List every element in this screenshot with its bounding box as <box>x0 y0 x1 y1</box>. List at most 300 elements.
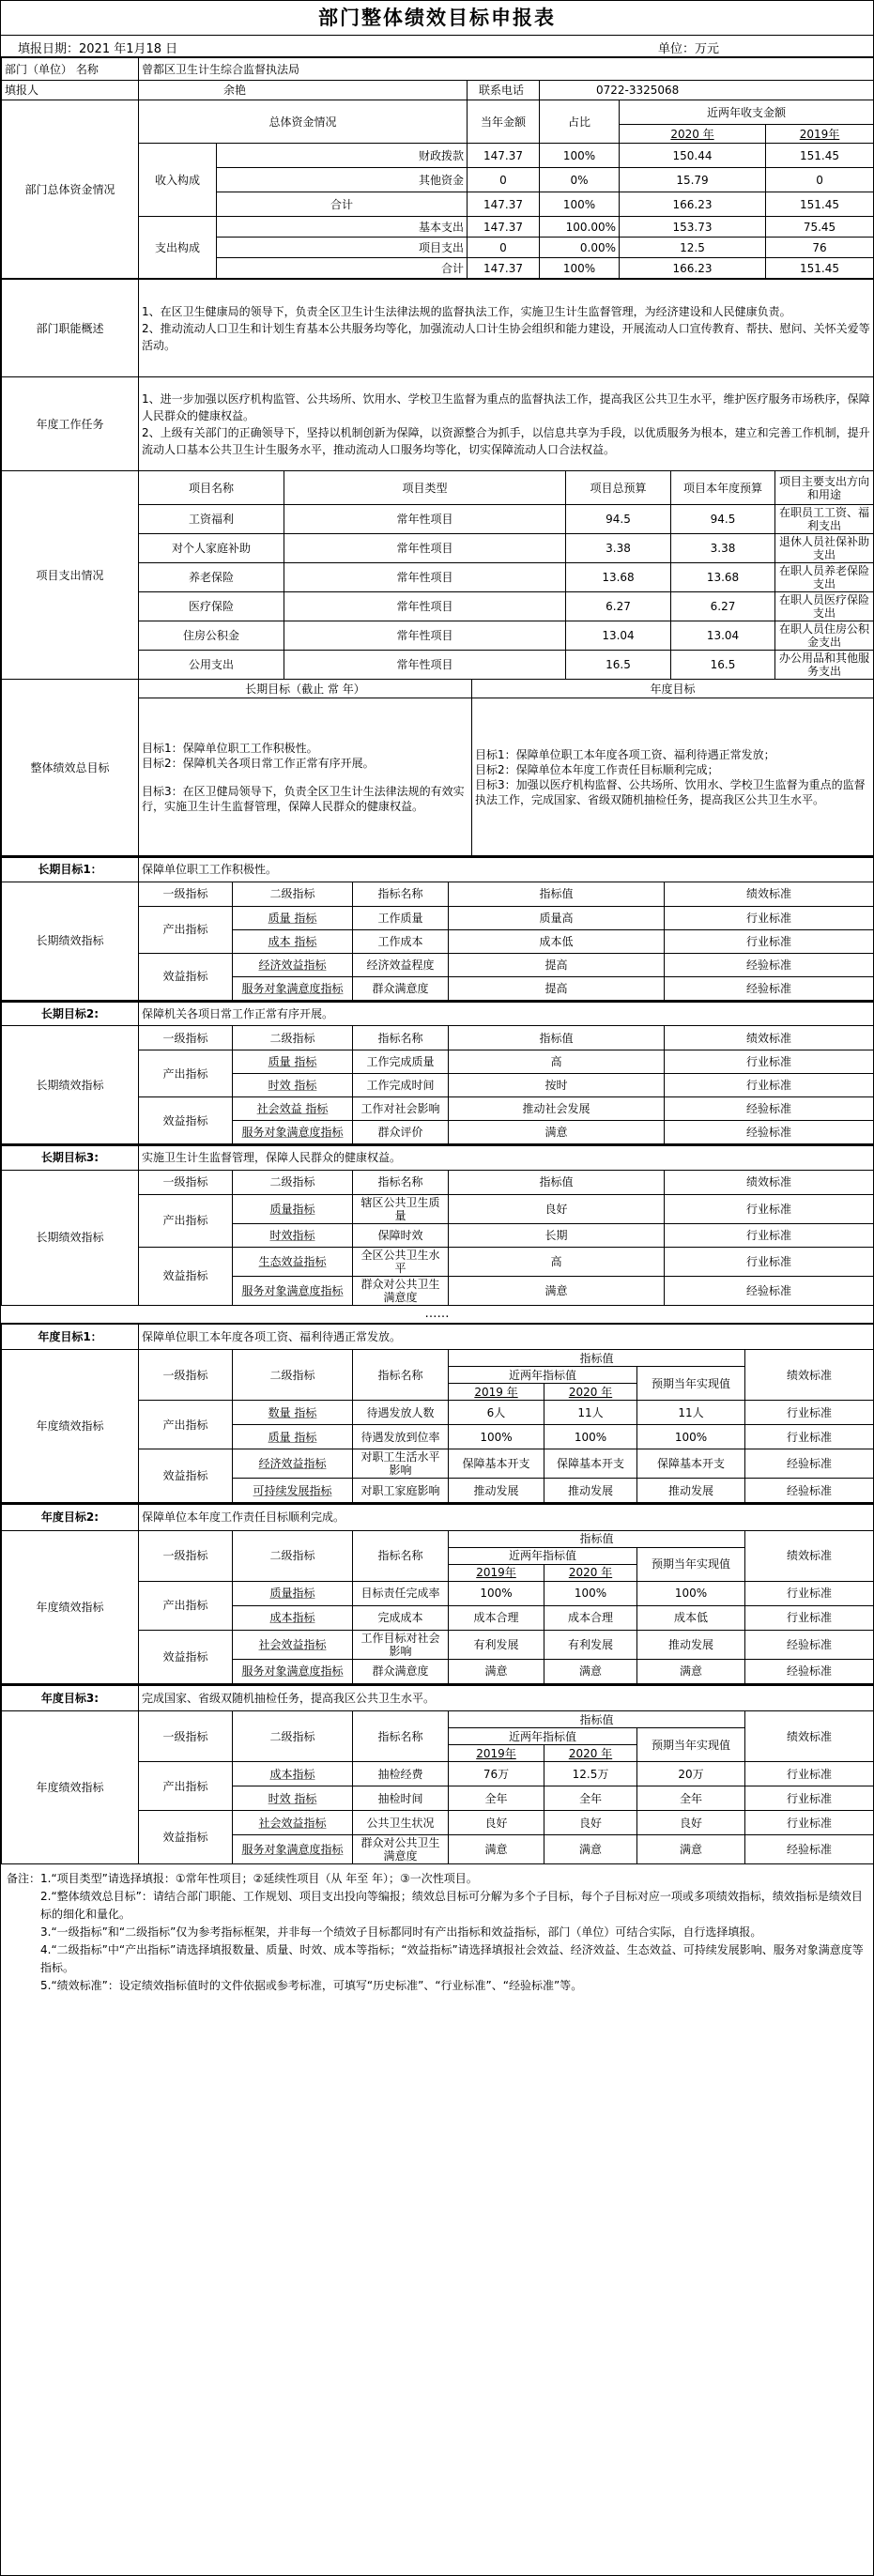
indicator-cell: 行业标准 <box>665 906 874 929</box>
indicator-header: 指标值 <box>449 882 665 906</box>
indicator-level1: 效益指标 <box>139 1630 233 1683</box>
expense-cell: 100.00% <box>540 217 620 238</box>
expense-cell: 0 <box>468 238 540 258</box>
indicator-cell: 质量指标 <box>233 1581 353 1605</box>
indicator-cell: 提高 <box>449 976 665 1000</box>
indicator-cell: 经济效益程度 <box>353 953 449 976</box>
notes <box>1 1864 873 2001</box>
project-cell: 13.68 <box>671 563 775 592</box>
income-cell: 0% <box>540 168 620 192</box>
expense-cell: 合计 <box>217 258 468 279</box>
note-line: 备注：1.“项目类型”请选择填报：①常年性项目；②延续性项目（从 年至 年）；③一次性项目。 <box>7 1872 478 1885</box>
year-2020-header: 2020 年 <box>568 1385 613 1399</box>
indicator-cell: 保障时效 <box>353 1223 449 1247</box>
year-goal-table <box>1 1503 874 1684</box>
long-goal-text: 保障机关各项日常工作正常有序开展。 <box>139 1002 874 1026</box>
indicator-cell: 高 <box>449 1247 665 1276</box>
year-goal-text: 保障单位本年度工作责任目标顺利完成。 <box>139 1504 874 1530</box>
indicator-cell: 服务对象满意度指标 <box>233 1659 353 1683</box>
indicator-level1: 效益指标 <box>139 1097 233 1144</box>
indicator-header: 指标名称 <box>353 1170 449 1194</box>
indicator-cell: 成本合理 <box>544 1605 637 1630</box>
indicator-level1: 产出指标 <box>139 1762 233 1811</box>
indicator-cell: 行业标准 <box>665 1247 874 1276</box>
indicator-cell: 质量 指标 <box>233 1425 353 1449</box>
indicator-cell: 可持续发展指标 <box>233 1479 353 1503</box>
indicator-header: 指标名称 <box>353 1530 449 1581</box>
indicator-cell: 100% <box>544 1581 637 1605</box>
filler-label: 填报人 <box>2 81 139 100</box>
indicator-cell: 成本 指标 <box>233 929 353 953</box>
project-cell: 在职人员住房公积金支出 <box>775 621 874 651</box>
projects-header: 项目名称 <box>139 471 284 505</box>
indicator-cell: 工作对社会影响 <box>353 1097 449 1121</box>
phone-label: 联系电话 <box>468 81 540 100</box>
projects-header: 项目类型 <box>284 471 566 505</box>
project-cell: 医疗保险 <box>139 592 284 621</box>
funds-h-cur: 当年金额 <box>468 100 540 144</box>
project-cell: 13.04 <box>671 621 775 651</box>
indicator-cell: 11人 <box>544 1401 637 1425</box>
funds-y2019: 2019年 <box>799 127 840 141</box>
overall-long-header: 长期目标（截止 常 年） <box>139 680 472 698</box>
expense-cell: 76 <box>766 238 874 258</box>
indicator-cell: 保障基本开支 <box>637 1449 745 1479</box>
recent-values-header: 近两年指标值 <box>449 1728 637 1745</box>
overall-long-goal: 目标3：在区卫健局领导下，负责全区卫生计生法律法规的有效实行，实施卫生计生监督管理，保障人民群众的健康权益。 <box>142 784 465 813</box>
indicator-cell: 对职工家庭影响 <box>353 1479 449 1503</box>
expense-cell: 147.37 <box>468 217 540 238</box>
indicator-cell: 行业标准 <box>745 1786 874 1811</box>
project-cell: 常年性项目 <box>284 534 566 563</box>
expense-cell: 151.45 <box>766 258 874 279</box>
expense-cell: 0.00% <box>540 238 620 258</box>
indicator-value-header: 指标值 <box>449 1711 745 1728</box>
indicator-cell: 按时 <box>449 1074 665 1097</box>
indicator-cell: 推动发展 <box>637 1479 745 1503</box>
indicator-value-header: 指标值 <box>449 1350 745 1367</box>
indicator-cell: 经验标准 <box>665 1276 874 1305</box>
ellipsis: …… <box>424 1306 450 1321</box>
project-cell: 公用支出 <box>139 651 284 680</box>
indicator-cell: 100% <box>449 1581 544 1605</box>
income-cell: 0 <box>468 168 540 192</box>
income-cell: 100% <box>540 192 620 217</box>
year-goal-table <box>1 1323 874 1504</box>
funds-h-recent: 近两年收支金额 <box>620 100 874 125</box>
indicator-cell: 待遇发放人数 <box>353 1401 449 1425</box>
annual-task-text: 1、进一步加强以医疗机构监管、公共场所、饮用水、学校卫生监督为重点的监督执法工作，提高我区公共卫生水平，维护医疗服务市场秩序，保障人民群众的健康权益。 2、上级有关部门的正确领导下，坚持以机制创新为保障，以资源整合为抓手，以信息共享为手段，以优质服务为根本，建立和完善工作机制，提升流动人口基本公共卫生计生服务水平，推动流动人口服务均等化，切实保障流动人口合法权益。 <box>139 377 874 471</box>
indicator-cell: 推动发展 <box>637 1630 745 1659</box>
indicator-cell: 经验标准 <box>745 1449 874 1479</box>
indicator-cell: 良好 <box>449 1194 665 1223</box>
indicator-cell: 全年 <box>637 1786 745 1811</box>
indicator-cell: 群众对公共卫生满意度 <box>353 1276 449 1305</box>
indicator-cell: 质量 指标 <box>233 1050 353 1074</box>
indicator-cell: 满意 <box>637 1659 745 1683</box>
expense-cell: 100% <box>540 258 620 279</box>
indicator-cell: 100% <box>637 1581 745 1605</box>
year-goal-side-label: 年度绩效指标 <box>2 1530 139 1683</box>
note-line: 5.“绩效标准”：设定绩效指标值时的文件依据或参考标准，可填写“历史标准”、“行业标准”、“经验标准”等。 <box>40 1979 583 1992</box>
income-cell: 147.37 <box>468 144 540 168</box>
indicator-cell: 经验标准 <box>745 1659 874 1683</box>
indicator-cell: 待遇发放到位率 <box>353 1425 449 1449</box>
indicator-cell: 服务对象满意度指标 <box>233 1276 353 1305</box>
indicator-cell: 6人 <box>449 1401 544 1425</box>
indicator-cell: 100% <box>544 1425 637 1449</box>
indicator-cell: 质量 指标 <box>233 906 353 929</box>
note-line: 2.“整体绩效总目标”：请结合部门职能、工作规划、项目支出投向等编报；绩效总目标可分解为多个子目标，每个子目标对应一项或多项绩效指标，绩效指标是绩效目标的细化和量化。 <box>40 1890 863 1921</box>
indicator-cell: 工作完成时间 <box>353 1074 449 1097</box>
page-title: 部门整体绩效目标申报表 <box>1 1 873 36</box>
year-2019-header: 2019年 <box>476 1746 516 1760</box>
year-goal-side-label: 年度绩效指标 <box>2 1350 139 1503</box>
income-cell: 166.23 <box>620 192 766 217</box>
indicator-header: 一级指标 <box>139 1350 233 1401</box>
indicator-cell: 长期 <box>449 1223 665 1247</box>
indicator-cell: 提高 <box>449 953 665 976</box>
long-goal-text: 实施卫生计生监督管理，保障人民群众的健康权益。 <box>139 1145 874 1170</box>
project-cell: 常年性项目 <box>284 592 566 621</box>
indicator-cell: 全区公共卫生水平 <box>353 1247 449 1276</box>
dept-label: 部门（单位） 名称 <box>2 58 139 81</box>
overall-label: 整体绩效总目标 <box>2 680 139 856</box>
expense-cell: 项目支出 <box>217 238 468 258</box>
indicator-cell: 经验标准 <box>745 1835 874 1864</box>
income-cell: 0 <box>766 168 874 192</box>
indicator-cell: 经验标准 <box>665 953 874 976</box>
unit-label: 单位：万元 <box>658 42 720 56</box>
indicator-cell: 经验标准 <box>665 1097 874 1121</box>
indicator-cell: 群众满意度 <box>353 976 449 1000</box>
indicator-header: 二级指标 <box>233 1026 353 1050</box>
indicator-cell: 成本低 <box>637 1605 745 1630</box>
indicator-cell: 全年 <box>449 1786 544 1811</box>
indicator-cell: 时效指标 <box>233 1223 353 1247</box>
indicator-cell: 行业标准 <box>745 1425 874 1449</box>
indicator-cell: 满意 <box>449 1121 665 1144</box>
project-cell: 常年性项目 <box>284 621 566 651</box>
indicator-cell: 群众满意度 <box>353 1659 449 1683</box>
year-goal-table <box>1 1684 874 1865</box>
indicator-cell: 行业标准 <box>665 1050 874 1074</box>
expense-cell: 166.23 <box>620 258 766 279</box>
indicator-cell: 行业标准 <box>745 1605 874 1630</box>
expense-label: 支出构成 <box>139 217 217 279</box>
project-cell: 13.04 <box>566 621 671 651</box>
indicator-cell: 群众对公共卫生满意度 <box>353 1835 449 1864</box>
indicator-header: 绩效标准 <box>745 1350 874 1401</box>
year-goals <box>1 1323 873 1865</box>
expense-cell: 12.5 <box>620 238 766 258</box>
indicator-cell: 满意 <box>449 1659 544 1683</box>
project-cell: 在职人员养老保险支出 <box>775 563 874 592</box>
note-line: 4.“二级指标”中“产出指标”请选择填报数量、质量、时效、成本等指标；“效益指标”请选择填报社会效益、经济效益、生态效益、可持续发展影响、服务对象满意度等指标。 <box>40 1943 864 1974</box>
indicator-header: 二级指标 <box>233 1350 353 1401</box>
indicator-cell: 成本指标 <box>233 1762 353 1786</box>
project-cell: 94.5 <box>566 505 671 534</box>
indicator-cell: 生态效益指标 <box>233 1247 353 1276</box>
overall-long-goal: 目标2：保障机关各项日常工作正常有序开展。 <box>142 756 375 770</box>
long-goal-text: 保障单位职工工作积极性。 <box>139 857 874 882</box>
project-cell: 常年性项目 <box>284 563 566 592</box>
indicator-cell: 社会效益指标 <box>233 1811 353 1835</box>
long-goal-side-label: 长期绩效指标 <box>2 1026 139 1144</box>
long-goal-table <box>1 856 874 1001</box>
funds-label: 部门总体资金情况 <box>2 100 139 279</box>
indicator-header: 一级指标 <box>139 1170 233 1194</box>
indicator-cell: 11人 <box>637 1401 745 1425</box>
long-goal-side-label: 长期绩效指标 <box>2 882 139 1000</box>
indicator-header: 指标值 <box>449 1170 665 1194</box>
indicator-cell: 完成成本 <box>353 1605 449 1630</box>
filler-value: 余艳 <box>139 81 468 100</box>
funds-y2020: 2020 年 <box>670 127 714 141</box>
indicator-cell: 行业标准 <box>665 929 874 953</box>
projects-header: 项目主要支出方向和用途 <box>775 471 874 505</box>
income-cell: 合计 <box>217 192 468 217</box>
indicator-cell: 经济效益指标 <box>233 953 353 976</box>
indicator-cell: 社会效益 指标 <box>233 1097 353 1121</box>
funds-h-total: 总体资金情况 <box>139 100 468 144</box>
indicator-header: 一级指标 <box>139 1026 233 1050</box>
expected-value-header: 预期当年实现值 <box>637 1547 745 1581</box>
projects-header: 项目本年度预算 <box>671 471 775 505</box>
project-cell: 在职人员医疗保险支出 <box>775 592 874 621</box>
indicator-level1: 效益指标 <box>139 953 233 1000</box>
long-goal-table <box>1 1144 874 1306</box>
meta-row <box>1 36 873 57</box>
project-cell: 13.68 <box>566 563 671 592</box>
project-cell: 3.38 <box>566 534 671 563</box>
indicator-header: 一级指标 <box>139 1711 233 1762</box>
expense-cell: 75.45 <box>766 217 874 238</box>
long-goal-label: 长期目标3: <box>2 1145 139 1170</box>
indicator-cell: 服务对象满意度指标 <box>233 1835 353 1864</box>
year-2020-header: 2020 年 <box>568 1746 613 1760</box>
expense-cell: 基本支出 <box>217 217 468 238</box>
indicator-cell: 推动社会发展 <box>449 1097 665 1121</box>
indicator-level1: 效益指标 <box>139 1811 233 1864</box>
indicator-value-header: 指标值 <box>449 1530 745 1547</box>
income-cell: 150.44 <box>620 144 766 168</box>
income-cell: 151.45 <box>766 144 874 168</box>
indicator-cell: 有利发展 <box>544 1630 637 1659</box>
indicator-cell: 经验标准 <box>665 1121 874 1144</box>
indicator-cell: 经验标准 <box>665 976 874 1000</box>
indicator-cell: 经验标准 <box>745 1630 874 1659</box>
project-cell: 退休人员社保补助支出 <box>775 534 874 563</box>
indicator-cell: 20万 <box>637 1762 745 1786</box>
indicator-cell: 工作质量 <box>353 906 449 929</box>
task-table <box>1 279 874 856</box>
project-cell: 3.38 <box>671 534 775 563</box>
year-goal-text: 完成国家、省级双随机抽检任务，提高我区公共卫生水平。 <box>139 1685 874 1711</box>
phone-value: 0722-3325068 <box>540 81 874 100</box>
indicator-cell: 数量 指标 <box>233 1401 353 1425</box>
indicator-cell: 质量高 <box>449 906 665 929</box>
indicator-cell: 服务对象满意度指标 <box>233 1121 353 1144</box>
indicator-cell: 社会效益指标 <box>233 1630 353 1659</box>
indicator-header: 绩效标准 <box>665 1170 874 1194</box>
income-cell: 其他资金 <box>217 168 468 192</box>
indicator-cell: 76万 <box>449 1762 544 1786</box>
indicator-header: 绩效标准 <box>745 1530 874 1581</box>
indicator-header: 指标名称 <box>353 882 449 906</box>
year-goal-label: 年度目标1： <box>2 1324 139 1350</box>
long-goal-label: 长期目标2: <box>2 1002 139 1026</box>
indicator-cell: 行业标准 <box>745 1762 874 1786</box>
indicator-header: 一级指标 <box>139 882 233 906</box>
project-cell: 16.5 <box>671 651 775 680</box>
expected-value-header: 预期当年实现值 <box>637 1367 745 1401</box>
indicator-cell: 行业标准 <box>665 1223 874 1247</box>
indicator-cell: 行业标准 <box>745 1581 874 1605</box>
indicator-header: 二级指标 <box>233 882 353 906</box>
note-line: 3.“一级指标”和“二级指标”仅为参考指标框架，并非每一个绩效子目标都同时有产出指标和效益指标，部门（单位）可结合实际，自行选择填报。 <box>40 1925 762 1939</box>
project-cell: 94.5 <box>671 505 775 534</box>
indicator-header: 绩效标准 <box>745 1711 874 1762</box>
dept-value: 曾都区卫生计生综合监督执法局 <box>139 58 874 81</box>
indicator-header: 指标名称 <box>353 1026 449 1050</box>
indicator-cell: 行业标准 <box>665 1194 874 1223</box>
indicator-cell: 工作目标对社会影响 <box>353 1630 449 1659</box>
recent-values-header: 近两年指标值 <box>449 1367 637 1384</box>
indicator-cell: 抽检时间 <box>353 1786 449 1811</box>
indicator-cell: 全年 <box>544 1786 637 1811</box>
indicator-cell: 满意 <box>544 1659 637 1683</box>
long-goal-side-label: 长期绩效指标 <box>2 1170 139 1305</box>
income-label: 收入构成 <box>139 144 217 217</box>
projects-header: 项目总预算 <box>566 471 671 505</box>
indicator-header: 二级指标 <box>233 1170 353 1194</box>
indicator-cell: 时效 指标 <box>233 1786 353 1811</box>
indicator-cell: 良好 <box>449 1811 544 1835</box>
expense-cell: 147.37 <box>468 258 540 279</box>
indicator-cell: 行业标准 <box>745 1811 874 1835</box>
indicator-cell: 满意 <box>637 1835 745 1864</box>
fill-date: 填报日期：2021 年1月18 日 <box>18 42 178 56</box>
indicator-cell: 12.5万 <box>544 1762 637 1786</box>
recent-values-header: 近两年指标值 <box>449 1547 637 1564</box>
indicator-cell: 高 <box>449 1050 665 1074</box>
project-cell: 对个人家庭补助 <box>139 534 284 563</box>
year-goal-label: 年度目标2: <box>2 1504 139 1530</box>
indicator-cell: 质量指标 <box>233 1194 353 1223</box>
indicator-cell: 满意 <box>449 1835 544 1864</box>
indicator-cell: 100% <box>637 1425 745 1449</box>
duty-text: 1、在区卫生健康局的领导下，负责全区卫生计生法律法规的监督执法工作，实施卫生计生监督管理，为经济建设和人民健康负责。 2、推动流动人口卫生和计划生育基本公共服务均等化，加强流动人口计生协会组织和能力建设，开展流动人口宣传教育、帮扶、慰问、关怀关爱等活动。 <box>139 280 874 377</box>
indicator-cell: 公共卫生状况 <box>353 1811 449 1835</box>
indicator-cell: 成本合理 <box>449 1605 544 1630</box>
expense-cell: 153.73 <box>620 217 766 238</box>
indicator-header: 指标名称 <box>353 1350 449 1401</box>
long-goal-table <box>1 1001 874 1145</box>
indicator-cell: 100% <box>449 1425 544 1449</box>
project-cell: 6.27 <box>566 592 671 621</box>
indicator-header: 二级指标 <box>233 1530 353 1581</box>
funds-h-ratio: 占比 <box>540 100 620 144</box>
indicator-cell: 经验标准 <box>745 1479 874 1503</box>
indicator-cell: 行业标准 <box>745 1401 874 1425</box>
project-cell: 常年性项目 <box>284 651 566 680</box>
year-2019-header: 2019 年 <box>474 1385 518 1399</box>
indicator-cell: 成本低 <box>449 929 665 953</box>
indicator-level1: 效益指标 <box>139 1247 233 1305</box>
indicator-cell: 目标责任完成率 <box>353 1581 449 1605</box>
indicator-level1: 产出指标 <box>139 1194 233 1247</box>
long-goals <box>1 856 873 1306</box>
expected-value-header: 预期当年实现值 <box>637 1728 745 1762</box>
project-cell: 办公用品和其他服务支出 <box>775 651 874 680</box>
indicator-header: 绩效标准 <box>665 882 874 906</box>
indicator-cell: 推动发展 <box>544 1479 637 1503</box>
project-cell: 6.27 <box>671 592 775 621</box>
income-cell: 财政拨款 <box>217 144 468 168</box>
year-goal-text: 保障单位职工本年度各项工资、福利待遇正常发放。 <box>139 1324 874 1350</box>
overall-long-goal: 目标1：保障单位职工工作积极性。 <box>142 741 318 755</box>
overall-year-goal: 目标2：保障单位本年度工作责任目标顺利完成； <box>475 762 719 776</box>
indicator-cell: 时效 指标 <box>233 1074 353 1097</box>
year-2020-header: 2020 年 <box>568 1566 613 1579</box>
project-cell: 常年性项目 <box>284 505 566 534</box>
year-2019-header: 2019年 <box>476 1566 516 1579</box>
income-cell: 100% <box>540 144 620 168</box>
indicator-level1: 效益指标 <box>139 1449 233 1503</box>
year-goal-label: 年度目标3: <box>2 1685 139 1711</box>
project-cell: 16.5 <box>566 651 671 680</box>
overall-year-goal: 目标3：加强以医疗机构监督、公共场所、饮用水、学校卫生监督为重点的监督执法工作，完成国家、省级双随机抽检任务，提高我区公共卫生水平。 <box>475 777 866 806</box>
indicator-header: 指标值 <box>449 1026 665 1050</box>
indicator-cell: 行业标准 <box>665 1074 874 1097</box>
project-cell: 在职员工工资、福利支出 <box>775 505 874 534</box>
indicator-cell: 有利发展 <box>449 1630 544 1659</box>
indicator-cell: 满意 <box>544 1835 637 1864</box>
indicator-cell: 保障基本开支 <box>449 1449 544 1479</box>
long-goal-label: 长期目标1： <box>2 857 139 882</box>
project-cell: 养老保险 <box>139 563 284 592</box>
indicator-level1: 产出指标 <box>139 1050 233 1097</box>
income-cell: 15.79 <box>620 168 766 192</box>
income-cell: 151.45 <box>766 192 874 217</box>
indicator-header: 绩效标准 <box>665 1026 874 1050</box>
indicator-cell: 辖区公共卫生质量 <box>353 1194 449 1223</box>
indicator-cell: 对职工生活水平影响 <box>353 1449 449 1479</box>
indicator-header: 指标名称 <box>353 1711 449 1762</box>
duty-label: 部门职能概述 <box>2 280 139 377</box>
indicator-cell: 保障基本开支 <box>544 1449 637 1479</box>
indicator-cell: 工作完成质量 <box>353 1050 449 1074</box>
indicator-cell: 服务对象满意度指标 <box>233 976 353 1000</box>
indicator-cell: 推动发展 <box>449 1479 544 1503</box>
indicator-level1: 产出指标 <box>139 906 233 953</box>
projects-label: 项目支出情况 <box>2 471 139 680</box>
project-cell: 工资福利 <box>139 505 284 534</box>
indicator-header: 一级指标 <box>139 1530 233 1581</box>
indicator-cell: 抽检经费 <box>353 1762 449 1786</box>
indicator-cell: 经济效益指标 <box>233 1449 353 1479</box>
indicator-header: 二级指标 <box>233 1711 353 1762</box>
overall-year-goal: 目标1：保障单位职工本年度各项工资、福利待遇正常发放； <box>475 747 775 761</box>
annual-task-label: 年度工作任务 <box>2 377 139 471</box>
income-cell: 147.37 <box>468 192 540 217</box>
year-goal-side-label: 年度绩效指标 <box>2 1711 139 1864</box>
indicator-cell: 良好 <box>637 1811 745 1835</box>
indicator-level1: 产出指标 <box>139 1581 233 1630</box>
funds-table <box>1 57 874 279</box>
project-cell: 住房公积金 <box>139 621 284 651</box>
